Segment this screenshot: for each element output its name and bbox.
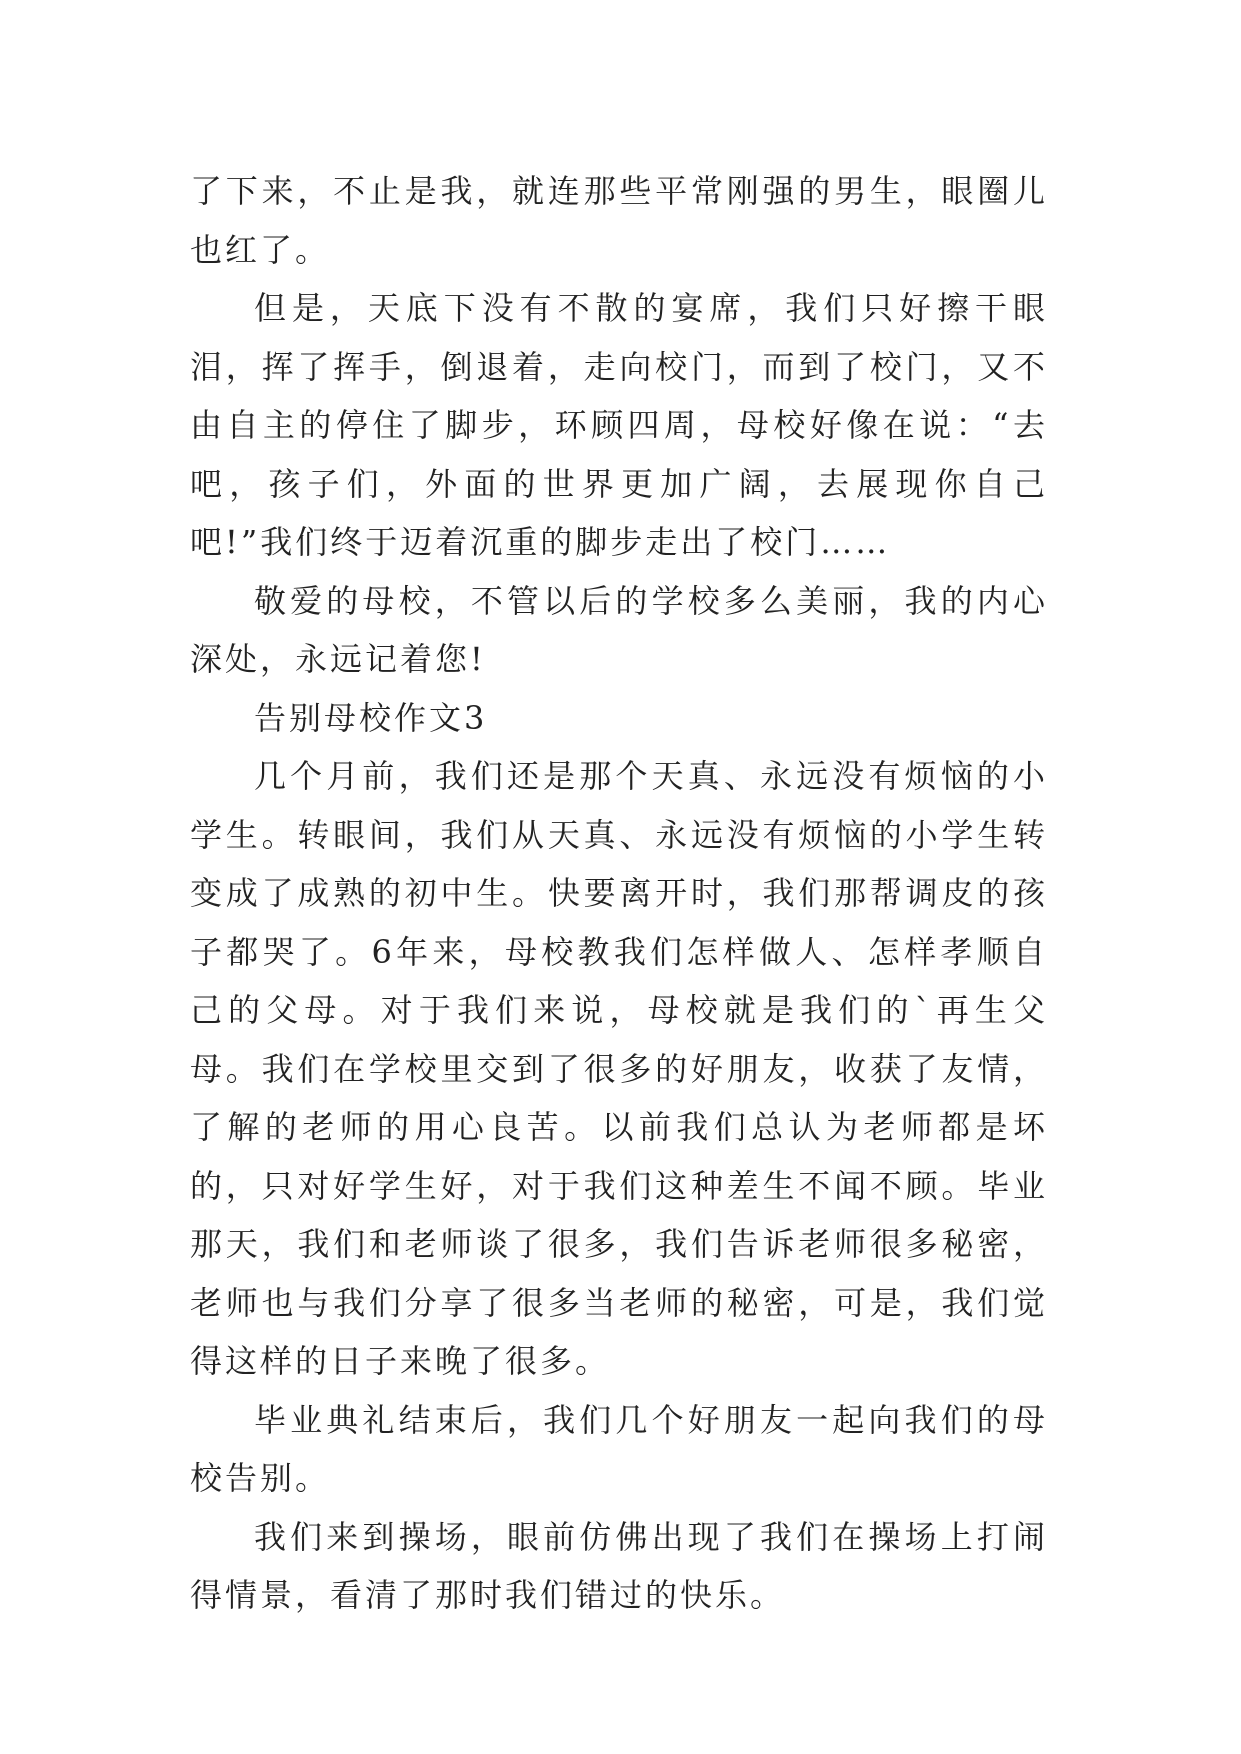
section-heading: 告别母校作文3 bbox=[254, 698, 488, 737]
document-body bbox=[190, 162, 1048, 1625]
paragraph-1: 了下来，不止是我，就连那些平常刚强的男生，眼圈儿也红了。 bbox=[190, 172, 1048, 269]
paragraph-3: 敬爱的母校，不管以后的学校多么美丽，我的内心深处，永远记着您! bbox=[190, 581, 1048, 678]
paragraph-4: 几个月前，我们还是那个天真、永远没有烦恼的小学生。转眼间，我们从天真、永远没有烦恼的小学生转变成了成熟的初中生。快要离开时，我们那帮调皮的孩子都哭了。6年来，母校教我们怎样做人、怎样孝顺自己的父母。对于我们来说，母校就是我们的`再生父母。我们在学校里交到了很多的好朋友，收获了友情，了解的老师的用心良苦。以前我们总认为老师都是坏的，只对好学生好，对于我们这种差生不闻不顾。毕业那天，我们和老师谈了很多，我们告诉老师很多秘密，老师也与我们分享了很多当老师的秘密，可是，我们觉得这样的日子来晚了很多。 bbox=[190, 757, 1048, 1380]
paragraph-5: 毕业典礼结束后，我们几个好朋友一起向我们的母校告别。 bbox=[190, 1400, 1048, 1497]
paragraph-2: 但是，天底下没有不散的宴席，我们只好擦干眼泪，挥了挥手，倒退着，走向校门，而到了校门，又不由自主的停住了脚步，环顾四周，母校好像在说：“去吧，孩子们，外面的世界更加广阔，去展现你自己吧!”我们终于迈着沉重的脚步走出了校门…… bbox=[190, 289, 1048, 561]
paragraph-6: 我们来到操场，眼前仿佛出现了我们在操场上打闹得情景，看清了那时我们错过的快乐。 bbox=[190, 1517, 1048, 1614]
